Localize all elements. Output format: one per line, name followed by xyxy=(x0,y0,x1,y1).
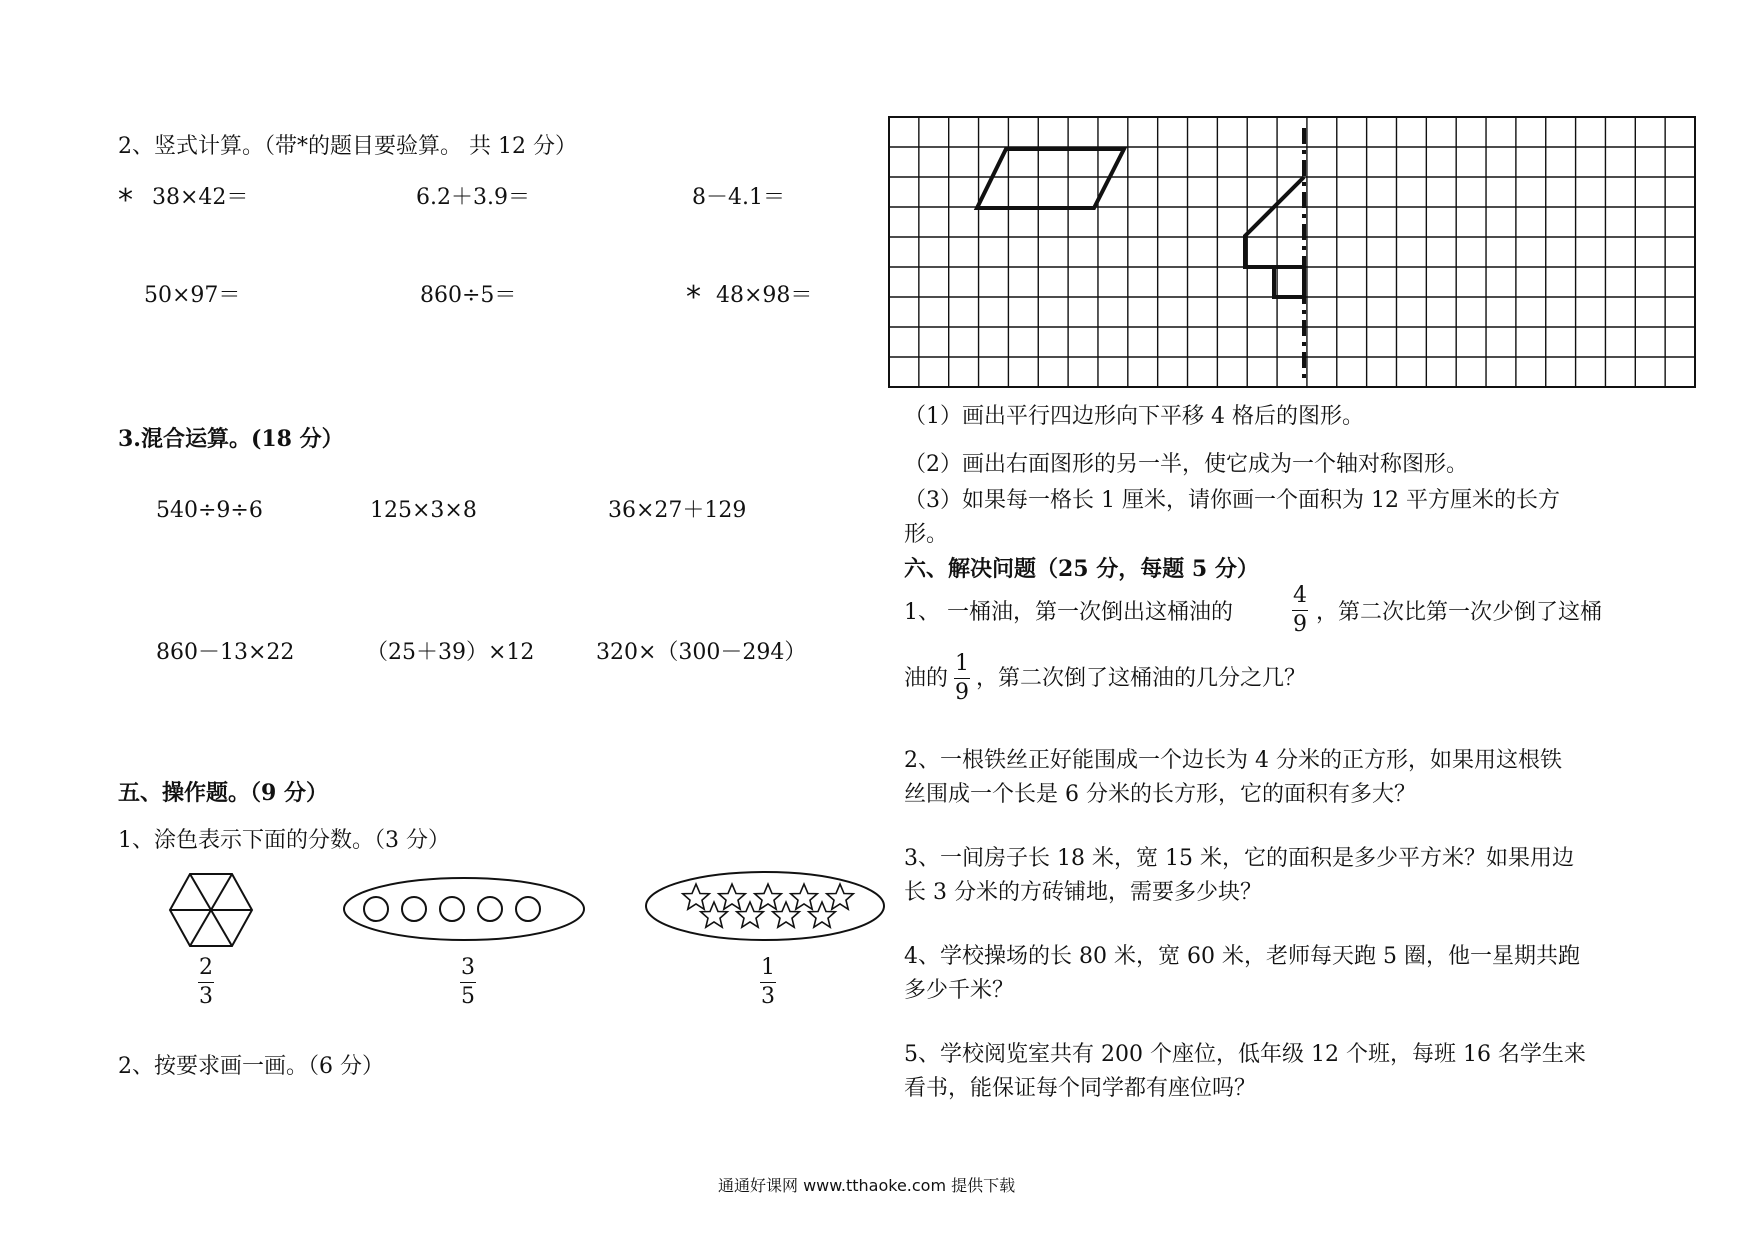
numerator: 4 xyxy=(1293,583,1307,608)
mixed-item: 540÷9÷6 xyxy=(156,498,263,523)
calc-item: 48×98＝ xyxy=(716,283,813,308)
q5-2-title: 2、按要求画一画。（6 分） xyxy=(118,1054,384,1079)
calc-item: 860÷5＝ xyxy=(420,283,517,308)
problem-4-line1: 4、学校操场的长 80 米，宽 60 米，老师每天跑 5 圈，他一星期共跑 xyxy=(904,944,1580,969)
numerator: 3 xyxy=(461,955,475,980)
problem-2-line2: 丝围成一个长是 6 分米的长方形，它的面积有多大？ xyxy=(904,782,1416,807)
problem-3-line1: 3、一间房子长 18 米，宽 15 米，它的面积是多少平方米？如果用边 xyxy=(904,846,1574,871)
fraction-label xyxy=(760,956,776,1009)
footer-credit: 通通好课网 www.tthaoke.com 提供下载 xyxy=(718,1176,1016,1195)
problem-1-fraction xyxy=(1292,584,1308,637)
problem-5-line1: 5、学校阅览室共有 200 个座位，低年级 12 个班，每班 16 名学生来 xyxy=(904,1042,1586,1067)
drawing-grid xyxy=(888,116,1696,388)
draw-instruction-3: （3）如果每一格长 1 厘米，请你画一个面积为 12 平方厘米的长方 xyxy=(904,488,1560,513)
q6-title: 六、解决问题（25 分，每题 5 分） xyxy=(904,556,1259,582)
numerator: 1 xyxy=(955,651,969,676)
q2-title: 2、竖式计算。（带*的题目要验算。 共 12 分） xyxy=(118,134,577,159)
circles-ellipse-figure xyxy=(342,876,586,942)
denominator: 5 xyxy=(461,984,475,1010)
calc-item: 8－4.1＝ xyxy=(692,185,785,210)
calc-item: 38×42＝ xyxy=(152,185,249,210)
problem-4-line2: 多少千米？ xyxy=(904,978,1015,1003)
hexagon-figure xyxy=(168,872,254,948)
q5-1-title: 1、涂色表示下面的分数。（3 分） xyxy=(118,828,450,853)
mixed-item: 320×（300－294） xyxy=(596,640,807,665)
mixed-item: 125×3×8 xyxy=(370,498,477,523)
draw-instruction-3-cont: 形。 xyxy=(904,522,949,547)
calc-item: 50×97＝ xyxy=(144,283,241,308)
problem-3-line2: 长 3 分米的方砖铺地，需要多少块？ xyxy=(904,880,1262,905)
verify-star: * xyxy=(686,280,701,315)
numerator: 2 xyxy=(199,955,213,980)
fraction-label xyxy=(460,956,476,1009)
problem-2-line1: 2、一根铁丝正好能围成一个边长为 4 分米的正方形，如果用这根铁 xyxy=(904,748,1562,773)
problem-5-line2: 看书，能保证每个同学都有座位吗？ xyxy=(904,1076,1257,1101)
numerator: 1 xyxy=(761,955,775,980)
denominator: 9 xyxy=(955,680,969,706)
problem-1-fraction-2 xyxy=(954,652,970,705)
mixed-item: （25＋39）×12 xyxy=(366,640,535,665)
mixed-item: 860－13×22 xyxy=(156,640,295,665)
problem-1-text-d: ，第二次倒了这桶油的几分之几？ xyxy=(976,666,1307,691)
q3-title: 3.混合运算。(18 分） xyxy=(118,426,344,452)
problem-1-text-c: 油的 xyxy=(904,666,949,691)
problem-1-text-a: 1、 一桶油，第一次倒出这桶油的 xyxy=(904,600,1233,625)
fraction-label xyxy=(198,956,214,1009)
stars-ellipse-figure xyxy=(644,870,886,942)
draw-instruction-1: （1）画出平行四边形向下平移 4 格后的图形。 xyxy=(904,404,1364,429)
verify-star: * xyxy=(118,183,133,218)
problem-1-text-b: ，第二次比第一次少倒了这桶 xyxy=(1316,600,1603,625)
draw-instruction-2: （2）画出右面图形的另一半，使它成为一个轴对称图形。 xyxy=(904,452,1468,477)
denominator: 3 xyxy=(199,984,213,1010)
problem-1-line1 xyxy=(904,600,1233,626)
denominator: 3 xyxy=(761,984,775,1010)
denominator: 9 xyxy=(1293,612,1307,638)
mixed-item: 36×27＋129 xyxy=(608,498,747,523)
calc-item: 6.2＋3.9＝ xyxy=(416,185,530,210)
q5-title: 五、操作题。（9 分） xyxy=(118,780,328,806)
